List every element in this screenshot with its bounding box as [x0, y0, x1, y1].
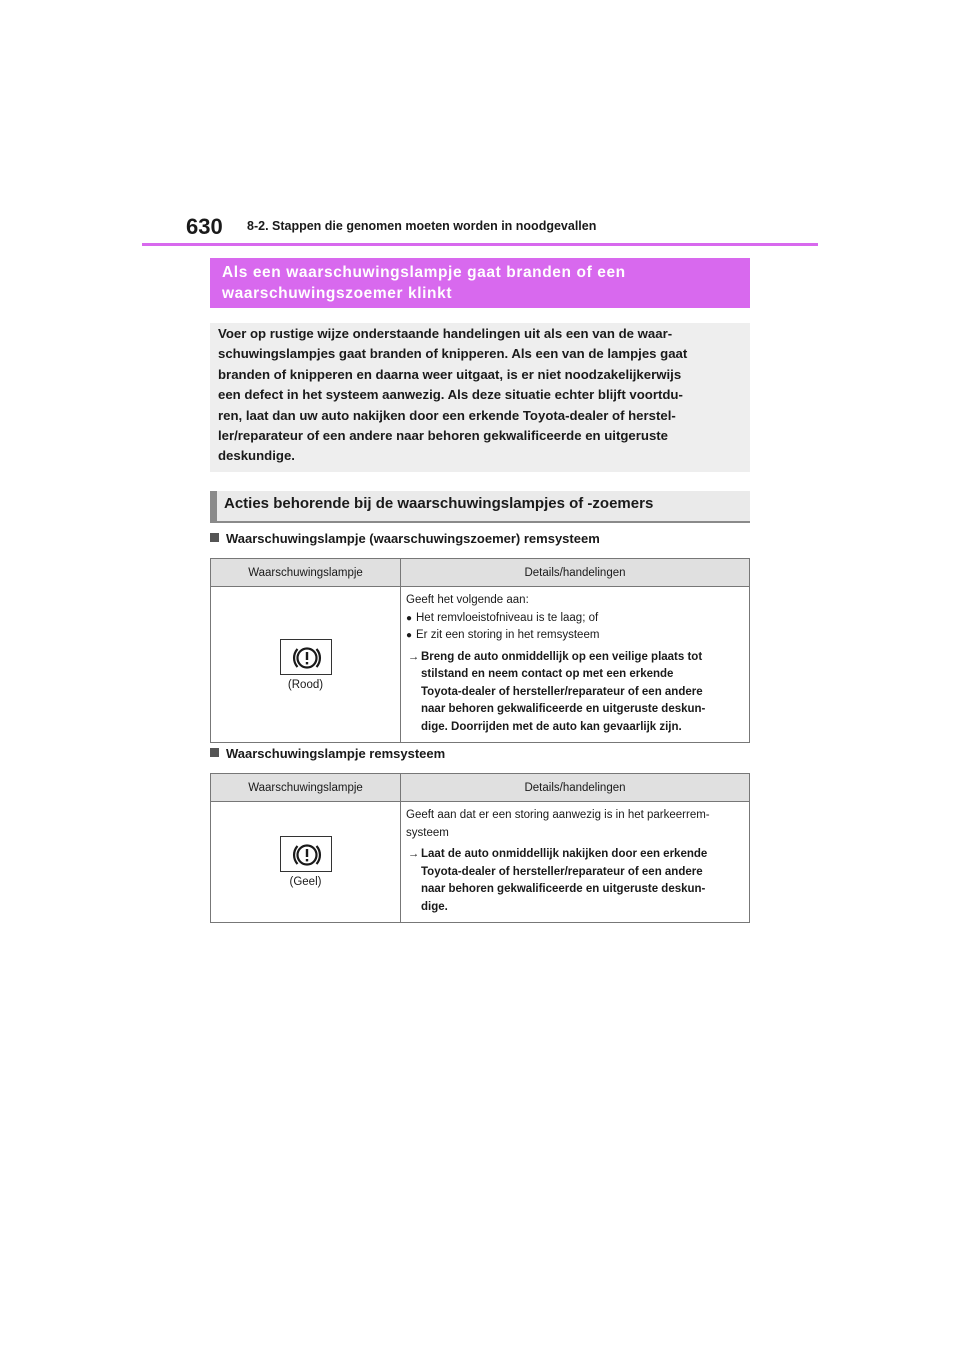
header-rule: [142, 243, 818, 246]
list-item-text: Er zit een storing in het remsysteem: [416, 629, 600, 641]
section-heading: [210, 491, 750, 523]
column-header-lamp: Waarschuwingslampje: [211, 559, 401, 587]
intro-line: schuwingslampjes gaat branden of knipperen. Als een van de lampjes gaat: [218, 346, 688, 362]
lamp-cell: [211, 587, 401, 743]
banner-line: waarschuwingszoemer klinkt: [222, 285, 453, 302]
details-text: Geeft het volgende aan:: [406, 594, 529, 606]
intro-line: ren, laat dan uw auto nakijken door een erkende Toyota-dealer of herstel-: [218, 407, 676, 423]
table-row: [211, 802, 750, 923]
list-item: [406, 610, 743, 628]
page-number: 630: [186, 214, 223, 239]
action-line: Toyota-dealer of hersteller/reparateur of een andere: [421, 865, 703, 878]
brake-warning-icon: [280, 639, 332, 675]
bullet-dot-icon: ●: [406, 612, 413, 624]
action-line: stilstand en neem contact op met een erkende: [421, 668, 674, 680]
warning-table-brake-yellow: [210, 773, 750, 923]
action-line: dige. Doorrijden met de auto kan gevaarlijk zijn.: [421, 720, 682, 733]
details-cell: [401, 587, 750, 743]
intro-line: branden of knipperen en daarna weer uitgaat, is er niet noodzakelijkerwijs: [218, 366, 682, 382]
intro-line: ler/reparateur of een andere naar behoren gekwalificeerde en uitgeruste: [218, 428, 668, 444]
arrow-right-icon: →: [407, 848, 420, 860]
table-header-row: [211, 774, 750, 802]
list-item-text: Het remvloeistofniveau is te laag; of: [416, 611, 599, 624]
intro-line: een defect in het systeem aanwezig. Als deze situatie echter blijft voortdu-: [218, 387, 683, 403]
subsection-title: [210, 746, 445, 761]
lamp-cell: [211, 802, 401, 923]
action-instruction: [406, 846, 743, 916]
action-line: Toyota-dealer of hersteller/reparateur of een andere: [421, 685, 703, 698]
subsection-title-text: Waarschuwingslampje remsysteem: [226, 746, 446, 761]
details-text: systeem: [406, 826, 449, 839]
warning-table-brake-red: [210, 558, 750, 743]
column-header-details: Details/handelingen: [401, 559, 750, 587]
action-line: Breng de auto onmiddellijk op een veilige plaats tot: [421, 650, 703, 663]
column-header-lamp: Waarschuwingslampje: [211, 774, 401, 802]
running-head: 8-2. Stappen die genomen moeten worden in noodgevallen: [247, 219, 597, 233]
square-bullet-icon: [210, 748, 219, 757]
details-text: Geeft aan dat er een storing aanwezig is in het parkeerrem-: [406, 809, 710, 821]
arrow-right-icon: →: [407, 650, 420, 663]
table-row: [211, 587, 750, 743]
square-bullet-icon: [210, 533, 219, 542]
section-banner: [210, 258, 750, 308]
intro-line: Voer op rustige wijze onderstaande handelingen uit als een van de waar-: [218, 326, 673, 341]
action-line: dige.: [421, 900, 448, 913]
brake-warning-icon: [280, 836, 332, 872]
intro-line: deskundige.: [218, 448, 295, 464]
intro-box: [210, 323, 750, 472]
action-line: naar behoren gekwalificeerde en uitgeruste deskun-: [421, 703, 706, 715]
section-heading-text: Acties behorende bij de waarschuwingslampjes of -zoemers: [224, 495, 654, 512]
banner-line: Als een waarschuwingslampje gaat branden of een: [222, 264, 626, 281]
subsection-title-text: Waarschuwingslampje (waarschuwingszoemer) remsysteem: [226, 531, 600, 546]
column-header-details: Details/handelingen: [401, 774, 750, 802]
lamp-caption: (Geel): [289, 876, 322, 888]
bullet-dot-icon: ●: [406, 630, 413, 641]
table-header-row: [211, 559, 750, 587]
action-line: naar behoren gekwalificeerde en uitgeruste deskun-: [421, 883, 706, 895]
subsection-title: [210, 531, 600, 546]
action-instruction: [406, 649, 743, 737]
lamp-caption: (Rood): [287, 678, 324, 691]
action-line: Laat de auto onmiddellijk nakijken door een erkende: [421, 848, 708, 860]
list-item: [406, 627, 743, 645]
details-cell: [401, 802, 750, 923]
